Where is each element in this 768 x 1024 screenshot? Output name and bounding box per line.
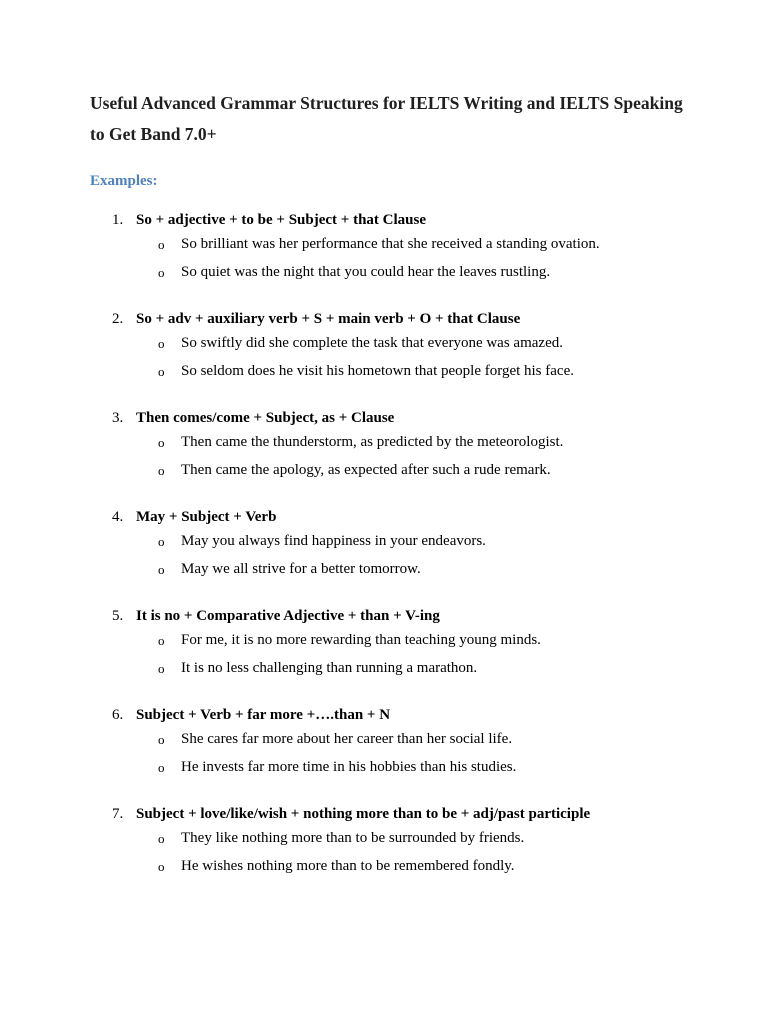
example-text: So quiet was the night that you could hear the leaves rustling. xyxy=(181,263,551,280)
bullet-icon: o xyxy=(158,759,165,775)
example-sentence xyxy=(90,457,690,485)
bullet-icon: o xyxy=(158,633,165,648)
bullet-icon: o xyxy=(158,462,165,478)
bullet-icon: o xyxy=(158,831,165,846)
example-sentence xyxy=(90,556,690,584)
bullet-icon: o xyxy=(158,732,165,747)
bullet-icon: o xyxy=(158,561,165,577)
grammar-structure-item xyxy=(90,704,690,781)
examples-label: Examples: xyxy=(90,173,158,189)
structure-number: 6. xyxy=(112,707,124,723)
example-text: It is no less challenging than running a marathon. xyxy=(181,659,478,676)
example-sentence xyxy=(90,655,690,683)
structure-number: 1. xyxy=(112,212,124,228)
structure-heading xyxy=(90,605,690,627)
bullet-icon: o xyxy=(158,660,165,676)
grammar-structure-item xyxy=(90,605,690,682)
document-title: Useful Advanced Grammar Structures for IELTS Writing and IELTS Speaking to Get Band 7.0+ xyxy=(90,93,683,144)
structure-formula: So + adv + auxiliary verb + S + main verb + O + that Clause xyxy=(136,311,521,327)
grammar-structure-item xyxy=(90,308,690,385)
example-sentence xyxy=(90,429,690,457)
bullet-icon: o xyxy=(158,858,165,874)
example-sentence xyxy=(90,330,690,358)
grammar-structure-item xyxy=(90,407,690,484)
example-text: They like nothing more than to be surrounded by friends. xyxy=(181,830,525,846)
example-sentence xyxy=(90,825,690,853)
grammar-structure-item xyxy=(90,506,690,583)
bullet-icon: o xyxy=(158,363,165,379)
structure-number: 2. xyxy=(112,311,124,327)
bullet-icon: o xyxy=(158,435,165,450)
structure-number: 5. xyxy=(112,608,124,624)
structure-formula: Subject + love/like/wish + nothing more than to be + adj/past participle xyxy=(136,806,591,822)
example-sentence xyxy=(90,231,690,259)
bullet-icon: o xyxy=(158,264,165,280)
structure-formula: Then comes/come + Subject, as + Clause xyxy=(136,410,395,426)
structure-number: 7. xyxy=(112,806,124,822)
example-text: May you always find happiness in your endeavors. xyxy=(181,533,486,549)
example-text: Then came the apology, as expected after such a rude remark. xyxy=(181,461,551,478)
example-text: For me, it is no more rewarding than teaching young minds. xyxy=(181,632,541,648)
structure-heading xyxy=(90,506,690,528)
grammar-structure-item xyxy=(90,209,690,286)
bullet-icon: o xyxy=(158,336,165,351)
example-text: May we all strive for a better tomorrow. xyxy=(181,560,421,577)
structure-formula: Subject + Verb + far more +….than + N xyxy=(136,707,391,723)
example-sentence xyxy=(90,853,690,881)
example-text: So brilliant was her performance that she received a standing ovation. xyxy=(181,236,600,252)
example-sentence xyxy=(90,259,690,287)
bullet-icon: o xyxy=(158,534,165,549)
example-text: Then came the thunderstorm, as predicted by the meteorologist. xyxy=(181,434,564,450)
structure-formula: It is no + Comparative Adjective + than + V-ing xyxy=(136,608,440,624)
grammar-structure-item xyxy=(90,803,690,880)
document-page xyxy=(90,88,690,902)
example-text: He invests far more time in his hobbies than his studies. xyxy=(181,758,517,775)
structure-heading xyxy=(90,407,690,429)
example-text: So seldom does he visit his hometown that people forget his face. xyxy=(181,362,574,379)
example-sentence xyxy=(90,358,690,386)
structure-formula: May + Subject + Verb xyxy=(136,509,277,525)
example-sentence xyxy=(90,754,690,782)
structure-heading xyxy=(90,209,690,231)
structure-heading xyxy=(90,308,690,330)
example-sentence xyxy=(90,528,690,556)
example-text: So swiftly did she complete the task that everyone was amazed. xyxy=(181,335,563,351)
grammar-structure-list xyxy=(90,209,690,880)
structure-heading xyxy=(90,803,690,825)
structure-formula: So + adjective + to be + Subject + that Clause xyxy=(136,212,427,228)
example-sentence xyxy=(90,726,690,754)
structure-number: 3. xyxy=(112,410,124,426)
example-text: He wishes nothing more than to be remembered fondly. xyxy=(181,857,515,874)
structure-heading xyxy=(90,704,690,726)
structure-number: 4. xyxy=(112,509,124,525)
example-text: She cares far more about her career than her social life. xyxy=(181,731,513,747)
example-sentence xyxy=(90,627,690,655)
bullet-icon: o xyxy=(158,237,165,252)
